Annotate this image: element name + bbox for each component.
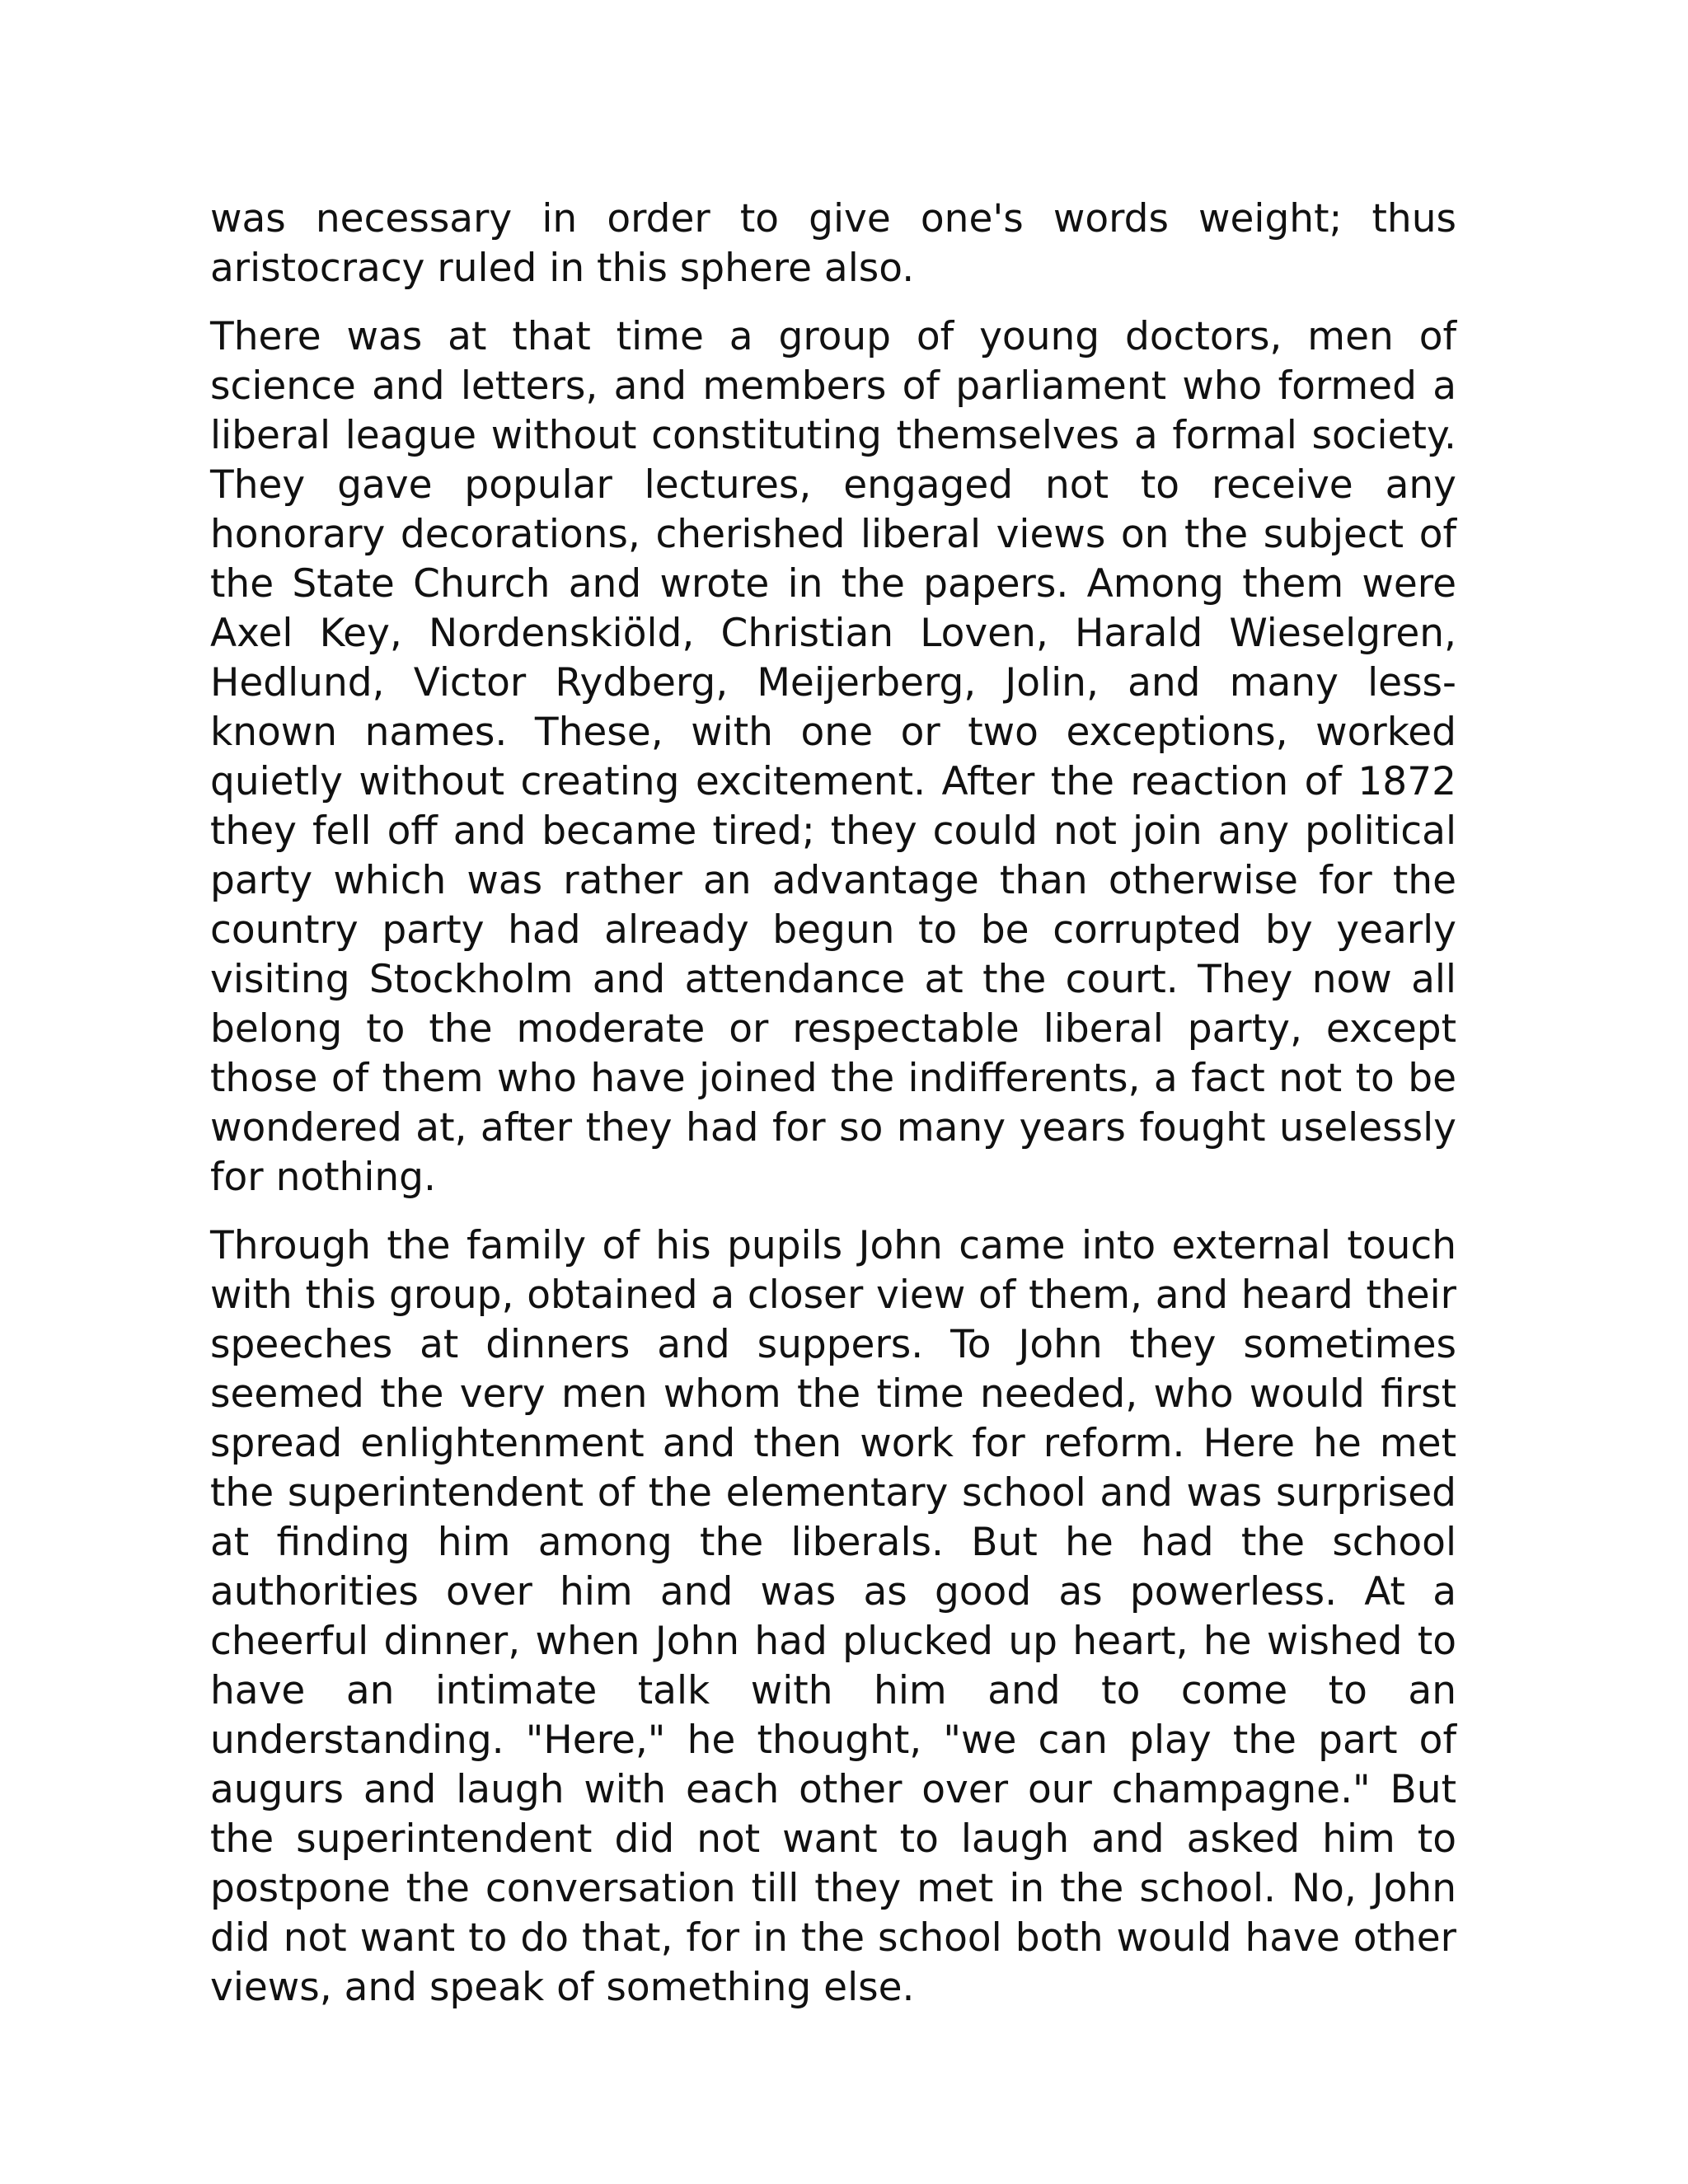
paragraph-continuation: was necessary in order to give one's words weight; thus aristocracy ruled in this sphere also. <box>210 196 1456 291</box>
body-text <box>210 194 1456 2032</box>
paragraph-liberal-league: There was at that time a group of young doctors, men of science and letters, and members of parliament who formed a liberal league without constituting themselves a formal society. They gave popular lectures, engaged not to receive any honorary decorations, cherished liberal views on the subject of the State Church and wrote in the papers. Among them were Axel Key, Nordenskiöld, Christian Loven, Harald Wieselgren, Hedlund, Victor Rydberg, Meijerberg, Jolin, and many less-known names. These, with one or two exceptions, worked quietly without creating excitement. After the reaction of 1872 they fell off and became tired; they could not join any political party which was rather an advantage than otherwise for the country party had already begun to be corrupted by yearly visiting Stockholm and attendance at the court. They now all belong to the moderate or respectable liberal party, except those of them who have joined the indifferents, a fact not to be wondered at, after they had for so many years fought uselessly for nothing. <box>210 314 1456 1200</box>
paragraph-john-and-group: Through the family of his pupils John came into external touch with this group, obtained a closer view of them, and heard their speeches at dinners and suppers. To John they sometimes seemed the very men whom the time needed, who would first spread enlightenment and then work for reform. Here he met the superintendent of the elementary school and was surprised at finding him among the liberals. But he had the school authorities over him and was as good as powerless. At a cheerful dinner, when John had plucked up heart, he wished to have an intimate talk with him and to come to an understanding. "Here," he thought, "we can play the part of augurs and laugh with each other over our champagne." But the superintendent did not want to laugh and asked him to postpone the conversation till they met in the school. No, John did not want to do that, for in the school both would have other views, and speak of something else. <box>210 1223 1456 2010</box>
